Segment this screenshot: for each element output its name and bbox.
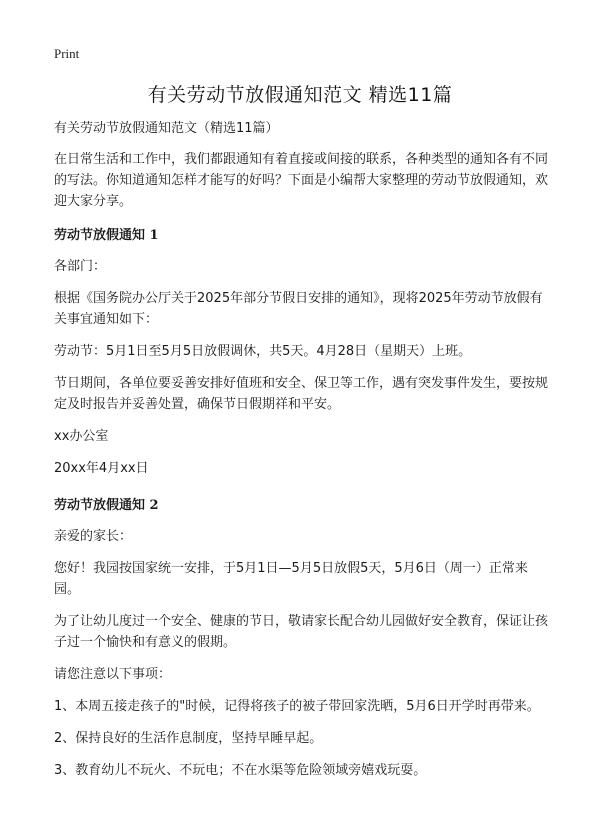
notice-2-salutation: 亲爱的家长： <box>54 529 133 544</box>
notice-1-paragraph-3: 节日期间，各单位要妥善安排好值班和安全、保卫等工作，遇有突发事件发生，要按规定及时报告并妥善处置，确保节日假期祥和平安。 <box>54 376 549 412</box>
notice-2-paragraph-3: 请您注意以下事项： <box>54 667 172 682</box>
document-body <box>54 118 552 792</box>
notice-2-item-2: 2、保持良好的生活作息制度，坚持早睡早起。 <box>54 731 323 746</box>
notice-1-heading: 劳动节放假通知 1 <box>54 228 159 243</box>
notice-1-paragraph-2: 劳动节：5月1日至5月5日放假调休，共5天。4月28日（星期天）上班。 <box>54 344 472 359</box>
notice-1-signer: xx办公室 <box>54 429 109 444</box>
print-link[interactable]: Print <box>54 46 80 61</box>
notice-2-paragraph-1: 您好！我园按国家统一安排，于5月1日—5月5日放假5天，5月6日（周一）正常来园。 <box>54 561 528 597</box>
notice-2-item-1: 1、本周五接走孩子的"时候，记得将孩子的被子带回家洗晒，5月6日开学时再带来。 <box>54 699 540 714</box>
notice-1-date: 20xx年4月xx日 <box>54 461 149 476</box>
notice-2-heading: 劳动节放假通知 2 <box>54 498 159 513</box>
notice-1-paragraph-1: 根据《国务院办公厅关于2025年部分节假日安排的通知》，现将2025年劳动节放假有关事宜通知如下： <box>54 291 543 327</box>
intro-paragraph: 在日常生活和工作中，我们都跟通知有着直接或间接的联系，各种类型的通知各有不同的写法。你知道通知怎样才能写的好吗？下面是小编帮大家整理的劳动节放假通知，欢迎大家分享。 <box>54 152 549 209</box>
notice-1-salutation: 各部门： <box>54 259 107 274</box>
page-title: 有关劳动节放假通知范文 精选11篇 <box>147 84 453 106</box>
notice-2-paragraph-2: 为了让幼儿度过一个安全、健康的节日，敬请家长配合幼儿园做好安全教育，保证让孩子过一个愉快和有意义的假期。 <box>54 614 549 650</box>
document-subtitle: 有关劳动节放假通知范文（精选11篇） <box>54 121 279 136</box>
notice-2-item-3: 3、教育幼儿不玩火、不玩电；不在水渠等危险领域旁嬉戏玩耍。 <box>54 763 427 778</box>
